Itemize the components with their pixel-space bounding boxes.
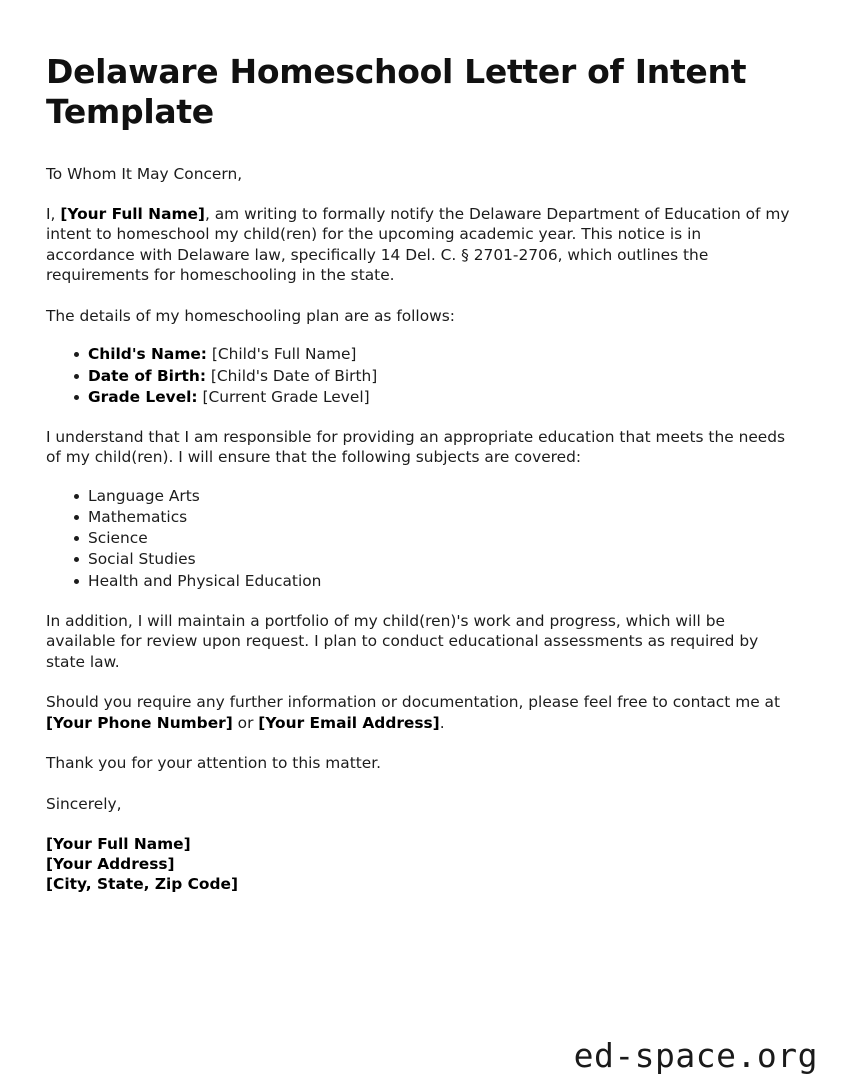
grade-level-value: [Current Grade Level] (197, 387, 370, 406)
child-name-value: [Child's Full Name] (206, 345, 357, 364)
contact-conjunction: or (232, 713, 259, 732)
list-item: Language Arts (46, 486, 793, 506)
date-of-birth-label: Date of Birth: (88, 366, 207, 385)
intro-paragraph (46, 204, 793, 286)
salutation: To Whom It May Concern, (46, 164, 243, 183)
phone-number-placeholder: [Your Phone Number] (46, 713, 233, 732)
subjects-list (46, 486, 793, 591)
your-full-name-placeholder: [Your Full Name] (60, 204, 205, 223)
intro-rest: , am writing to formally notify the Delaware Department of Education of my intent to homeschool my child(ren) for the upcoming academic year. This notice is in accordance with Delaware law, specifically 14 Del. C. § 2701-2706, which outlines the requirements for homeschooling in the state. (46, 204, 790, 285)
email-address-placeholder: [Your Email Address] (258, 713, 440, 732)
portfolio-paragraph: In addition, I will maintain a portfolio of my child(ren)'s work and progress, which will be available for review upon request. I plan to conduct educational assessments as required by state law. (46, 611, 759, 671)
signature-address: [Your Address] (46, 855, 175, 874)
contact-tail: . (439, 713, 445, 732)
list-item: Health and Physical Education (46, 571, 793, 591)
signature-city-state-zip: [City, State, Zip Code] (46, 875, 238, 894)
grade-level-label: Grade Level: (88, 387, 198, 406)
list-item: Social Studies (46, 549, 793, 569)
contact-lead: Should you require any further information or documentation, please feel free to contact me at (46, 693, 781, 712)
closing-line: Sincerely, (46, 794, 122, 813)
list-item: Science (46, 528, 793, 548)
letter-body (46, 164, 793, 895)
thanks-paragraph: Thank you for your attention to this matter. (46, 754, 382, 773)
watermark: ed-space.org (573, 1036, 818, 1075)
contact-paragraph (46, 692, 793, 733)
list-item (46, 387, 793, 407)
list-item (46, 366, 793, 386)
date-of-birth-value: [Child's Date of Birth] (206, 366, 378, 385)
signature-block (46, 834, 793, 894)
page-title: Delaware Homeschool Letter of Intent Template (46, 52, 747, 132)
list-item: Mathematics (46, 507, 793, 527)
subjects-intro-paragraph: I understand that I am responsible for providing an appropriate education that meets the needs of my child(ren). I will ensure that the following subjects are covered: (46, 427, 786, 467)
child-details-list (46, 344, 793, 407)
child-name-label: Child's Name: (88, 345, 207, 364)
details-intro-paragraph: The details of my homeschooling plan are as follows: (46, 306, 455, 325)
signature-name: [Your Full Name] (46, 835, 191, 854)
list-item (46, 344, 793, 364)
intro-lead: I, (46, 204, 61, 223)
